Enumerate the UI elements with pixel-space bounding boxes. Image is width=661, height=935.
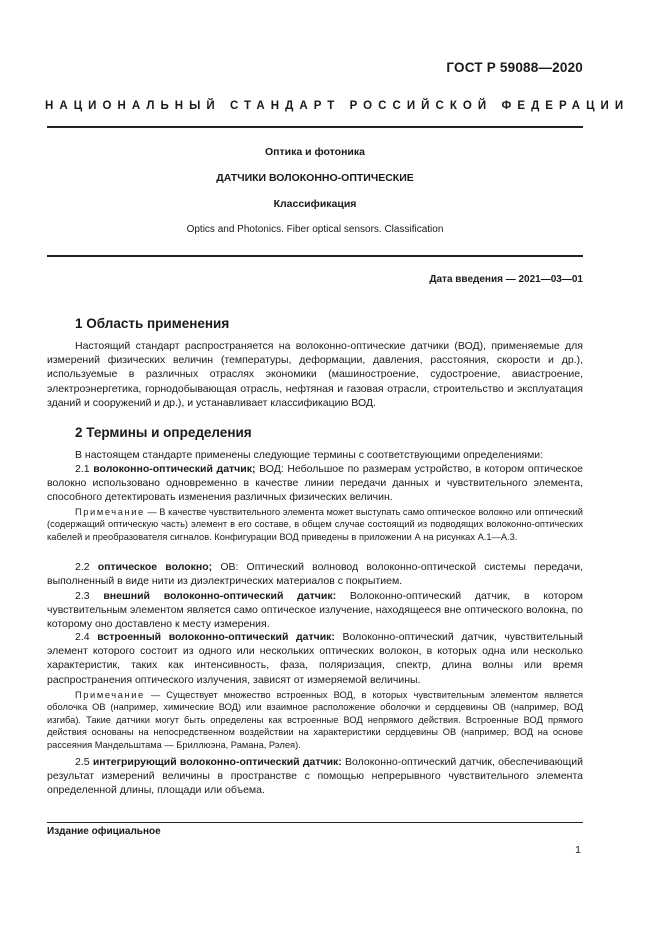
term-2-4 bbox=[47, 630, 583, 687]
term-2-3 bbox=[47, 589, 583, 632]
note-1-label: Примечание bbox=[75, 507, 145, 517]
introduction-date: Дата введения — 2021—03—01 bbox=[429, 274, 583, 285]
term-2-1-name: волоконно-оптический датчик; bbox=[93, 463, 256, 475]
subject-heading: Оптика и фотоника bbox=[264, 146, 365, 158]
section-1-paragraph bbox=[47, 339, 583, 410]
document-title: ДАТЧИКИ ВОЛОКОННО-ОПТИЧЕСКИЕ bbox=[216, 172, 414, 184]
edition-label: Издание официальное bbox=[47, 826, 161, 837]
note-2 bbox=[47, 689, 583, 751]
term-2-3-name: внешний волоконно-оптический датчик: bbox=[103, 590, 337, 602]
term-2-1-number: 2.1 bbox=[75, 463, 94, 475]
term-2-1-definition: ВОД: Небольшое по размерам устройство, в котором оптическое волокно использовано одновременно в качестве линии передачи данных и чувствительного элемента, способного детектировать изменения различных физических величин. bbox=[47, 463, 584, 504]
term-2-5-name: интегрирующий волоконно-оптический датчик: bbox=[92, 756, 342, 768]
section-2-intro-text: В настоящем стандарте применены следующие термины с соответствующими определениями: bbox=[75, 449, 544, 461]
section-1-heading: 1 Область применения bbox=[75, 316, 230, 331]
term-2-2-number: 2.2 bbox=[75, 561, 98, 573]
term-2-1 bbox=[47, 462, 583, 505]
document-code: ГОСТ Р 59088—2020 bbox=[446, 60, 583, 75]
national-standard-heading: НАЦИОНАЛЬНЫЙ СТАНДАРТ РОССИЙСКОЙ ФЕДЕРАЦИИ bbox=[45, 100, 630, 112]
term-2-4-definition: Волоконно-оптический датчик, чувствительный элемент которого состоит из одного или нескольких оптических волокон, в которых одна или несколько характеристик, таких как интенсивность, фаза, поляризация, спектр, длина волны или время распространения оптического излучения, зависят от измеряемой величины. bbox=[47, 631, 583, 686]
note-2-text: — Существует множество встроенных ВОД, в которых чувствительным элементом является оболочка ОВ (например, химические ВОД) или взаимное расположение оболочки и сердцевины ОВ (например, ВОД изгиба). Такие датчики могут быть определены как встроенные ВОД непрямого действия. Встроенные ВОД прямого действия основаны на непосредственном воздействии на характеристики сердцевины ОВ (например, ВОД на основе рассеяния Мандельштама — Бриллюэна, Рамана, Рэлея). bbox=[47, 690, 583, 750]
note-1-text: — В качестве чувствительного элемента может выступать само оптическое волокно или оптический (содержащий оптическую часть) элемент в его составе, в общем случае состоящий из подводящих волоконно-оптических кабелей и преобразователя сигналов. Конфигурации ВОД приведены в приложении А на рисунках А.1—А.3. bbox=[47, 507, 583, 542]
section-1-text: Настоящий стандарт распространяется на волоконно-оптические датчики (ВОД), применяемые для измерений физических величин (температуры, деформации, давления, расстояния, скорости и др.), используемые в различных отраслях экономики (машиностроение, судостроение, авиастроение, электроэнергетика, горнодобывающая отрасль, нефтяная и газовая отрасли, строительство и эксплуатация зданий и сооружений и др.), и устанавливает классификацию ВОД. bbox=[47, 340, 583, 409]
section-2-intro bbox=[47, 448, 583, 462]
term-2-3-number: 2.3 bbox=[75, 590, 104, 602]
term-2-5 bbox=[47, 755, 583, 798]
term-2-3-definition: Волоконно-оптический датчик, в котором чувствительным элементом является само оптическое излучение, находящееся вне оптического волокна, по которому оно доставлено к месту измерения. bbox=[47, 590, 584, 631]
page-number: 1 bbox=[575, 844, 581, 856]
footer-divider bbox=[47, 822, 583, 823]
term-2-4-number: 2.4 bbox=[75, 631, 98, 643]
term-2-5-number: 2.5 bbox=[75, 756, 93, 768]
note-1 bbox=[47, 506, 583, 543]
english-title: Optics and Photonics. Fiber optical sensors. Classification bbox=[186, 224, 444, 235]
term-2-2-name: оптическое волокно; bbox=[97, 561, 213, 573]
term-2-2 bbox=[47, 560, 583, 588]
term-2-4-name: встроенный волоконно-оптический датчик: bbox=[97, 631, 335, 643]
note-2-label: Примечание bbox=[75, 690, 145, 700]
title-divider bbox=[47, 255, 583, 257]
term-2-2-definition: ОВ: Оптический волновод волоконно-оптической системы передачи, выполненный в виде нити из диэлектрических материалов с покрытием. bbox=[47, 561, 584, 588]
term-2-5-definition: Волоконно-оптический датчик, обеспечивающий результат измерений величины в пространстве с помощью непрерывного чувствительного элемента определенной длины, площади или объема. bbox=[47, 756, 584, 797]
top-divider bbox=[47, 126, 583, 128]
section-2-heading: 2 Термины и определения bbox=[75, 425, 252, 440]
document-subtitle: Классификация bbox=[273, 198, 357, 210]
